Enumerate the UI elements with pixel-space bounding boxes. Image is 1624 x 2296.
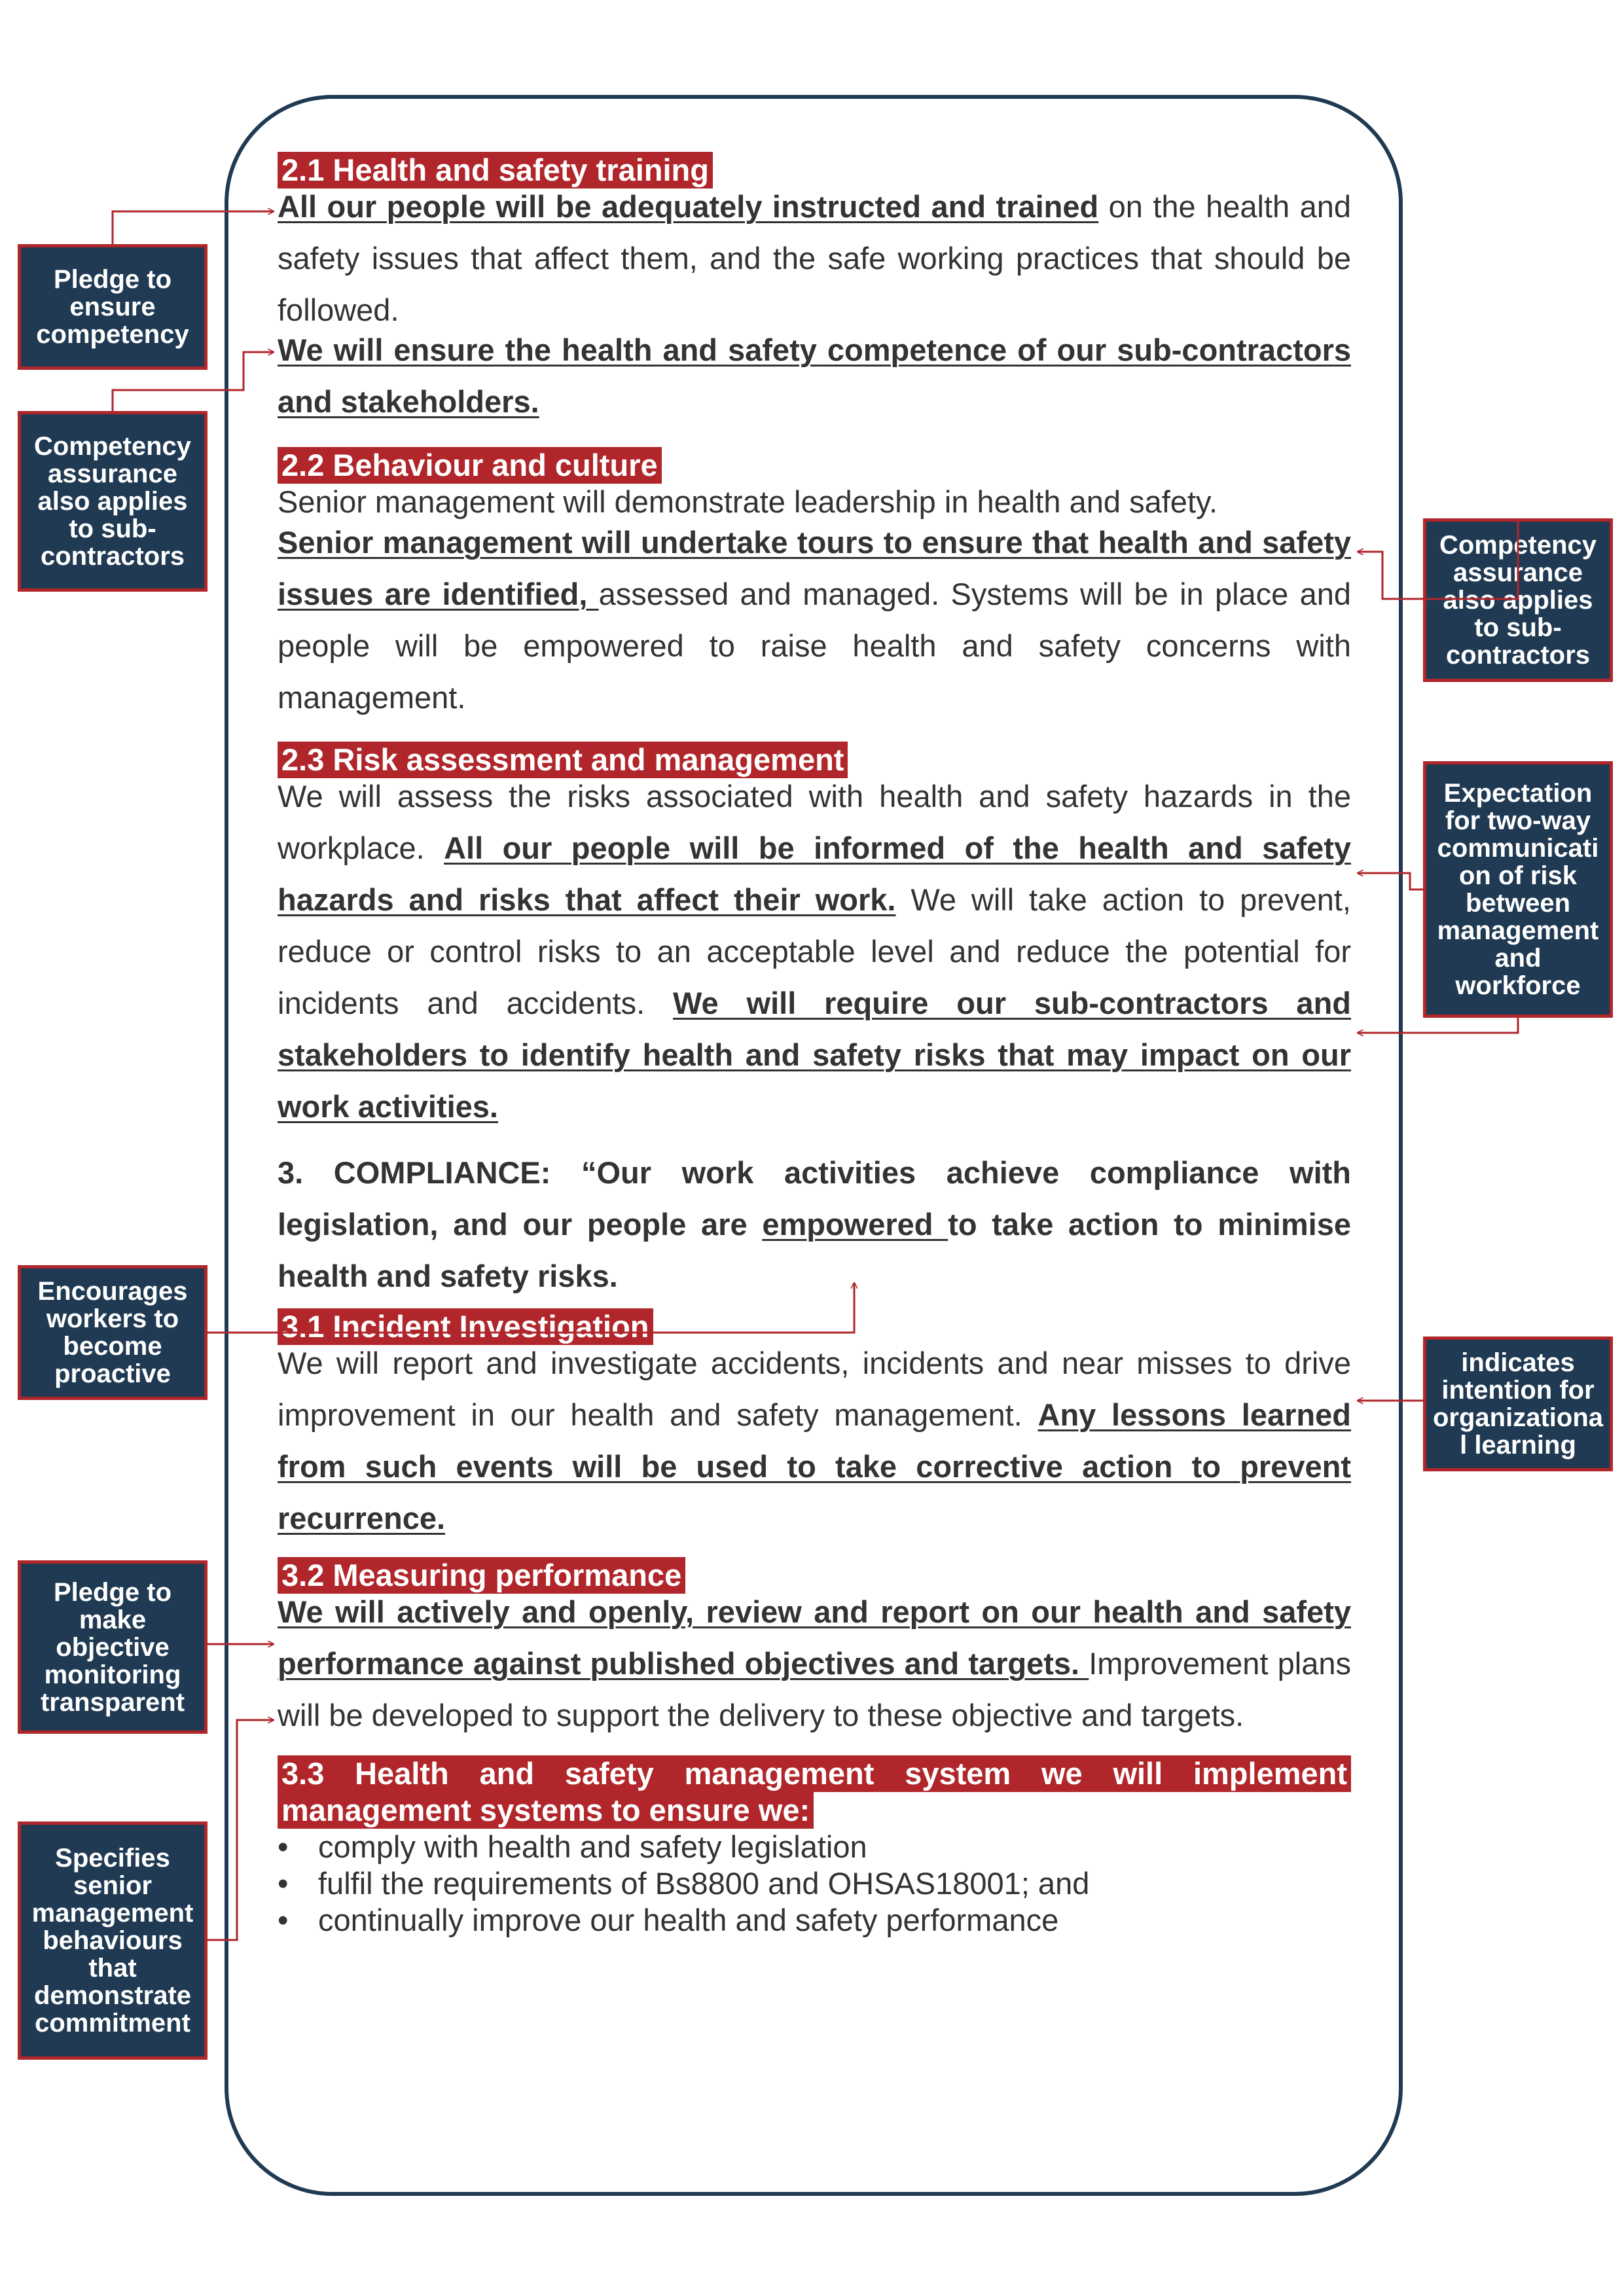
text-run: We will assess the risks associated with health and safety hazards in the workplace. <box>278 779 1351 865</box>
text-run: on the health and safety issues that affect them, and the safe working practices that should be followed. <box>278 189 1351 327</box>
text-run: Senior management will demonstrate leadership in health and safety. <box>278 484 1218 519</box>
text-run: All our people will be adequately instructed and trained <box>278 189 1099 224</box>
section-heading: 3.1 Incident Investigation <box>278 1308 653 1345</box>
section-2-3 <box>278 742 1351 1132</box>
text-run: We will take action to prevent, reduce or control risks to an acceptable level and reduce the potential for incidents and accidents. <box>278 882 1351 1020</box>
policy-content <box>278 152 1351 1939</box>
section-3-1 <box>278 1308 1351 1544</box>
section-heading-line-1: 3.3 Health and safety management system we will implement <box>278 1755 1351 1792</box>
text-run: We will ensure the health and safety competence of our sub-contractors and stakeholders. <box>278 332 1351 419</box>
list-item: • fulfil the requirements of Bs8800 and OHSAS18001; and <box>278 1865 1351 1902</box>
section-2-2 <box>278 447 1351 723</box>
section-body <box>278 324 1351 427</box>
section-2-1 <box>278 152 1351 427</box>
list-item: • continually improve our health and safety performance <box>278 1902 1351 1939</box>
note-competency-subcontractors-right: Competency assurance also applies to sub-contractors <box>1423 518 1613 682</box>
section-heading-line-2: management systems to ensure we: <box>278 1792 814 1829</box>
section-3-3 <box>278 1755 1351 1939</box>
section-body <box>278 1337 1351 1544</box>
list-item: • comply with health and safety legislation <box>278 1829 1351 1865</box>
note-organizational-learning: indicates intention for organizationa l learning <box>1423 1336 1613 1471</box>
section-3-compliance <box>278 1147 1351 1302</box>
text-run: empowered <box>762 1207 948 1242</box>
note-competency-subcontractors-left: Competency assurance also applies to sub-contractors <box>18 411 208 592</box>
text-run: 3. COMPLIANCE: “Our work activities achieve compliance with legislation, and our people are <box>278 1155 1351 1242</box>
section-body <box>278 181 1351 336</box>
note-pledge-competency: Pledge to ensure competency <box>18 244 208 370</box>
text-run: We will actively and openly, review and report on our health and safety performance against published objectives and targets. <box>278 1594 1351 1681</box>
text-run: We will report and investigate accidents, incidents and near misses to drive improvement in our health and safety management. <box>278 1346 1351 1432</box>
note-two-way-communication: Expectation for two-way communicati on of risk between management and workforce <box>1423 761 1613 1018</box>
text-run: Any lessons learned from such events will be used to take corrective action to prevent recurrence. <box>278 1397 1351 1535</box>
section-body <box>278 1147 1351 1302</box>
section-heading: 2.1 Health and safety training <box>278 152 713 188</box>
section-body <box>278 484 1351 520</box>
text-run: assessed and managed. Systems will be in place and people will be empowered to raise health and safety concerns with management. <box>278 577 1351 715</box>
section-heading: 3.2 Measuring performance <box>278 1557 685 1594</box>
text-run: We will require our sub-contractors and stakeholders to identify health and safety risks that may impact on our work activities. <box>278 986 1351 1124</box>
text-run: All our people will be informed of the health and safety hazards and risks that affect their work. <box>278 831 1351 917</box>
section-heading: 2.2 Behaviour and culture <box>278 447 662 484</box>
note-objective-monitoring: Pledge to make objective monitoring transparent <box>18 1560 208 1734</box>
section-body <box>278 770 1351 1132</box>
section-body <box>278 1586 1351 1741</box>
note-senior-management: Specifies senior management behaviours that demonstrate commitment <box>18 1821 208 2060</box>
section-body <box>278 516 1351 723</box>
text-run: Improvement plans will be developed to support the delivery to these objective and targets. <box>278 1646 1351 1732</box>
section-3-2 <box>278 1557 1351 1741</box>
note-encourages-proactive: Encourages workers to become proactive <box>18 1265 208 1400</box>
section-heading: 2.3 Risk assessment and management <box>278 742 848 778</box>
text-run: to take action to minimise health and safety risks. <box>278 1207 1351 1293</box>
text-run: Senior management will undertake tours to ensure that health and safety issues are identified, <box>278 525 1351 611</box>
bullet-list <box>278 1829 1351 1939</box>
